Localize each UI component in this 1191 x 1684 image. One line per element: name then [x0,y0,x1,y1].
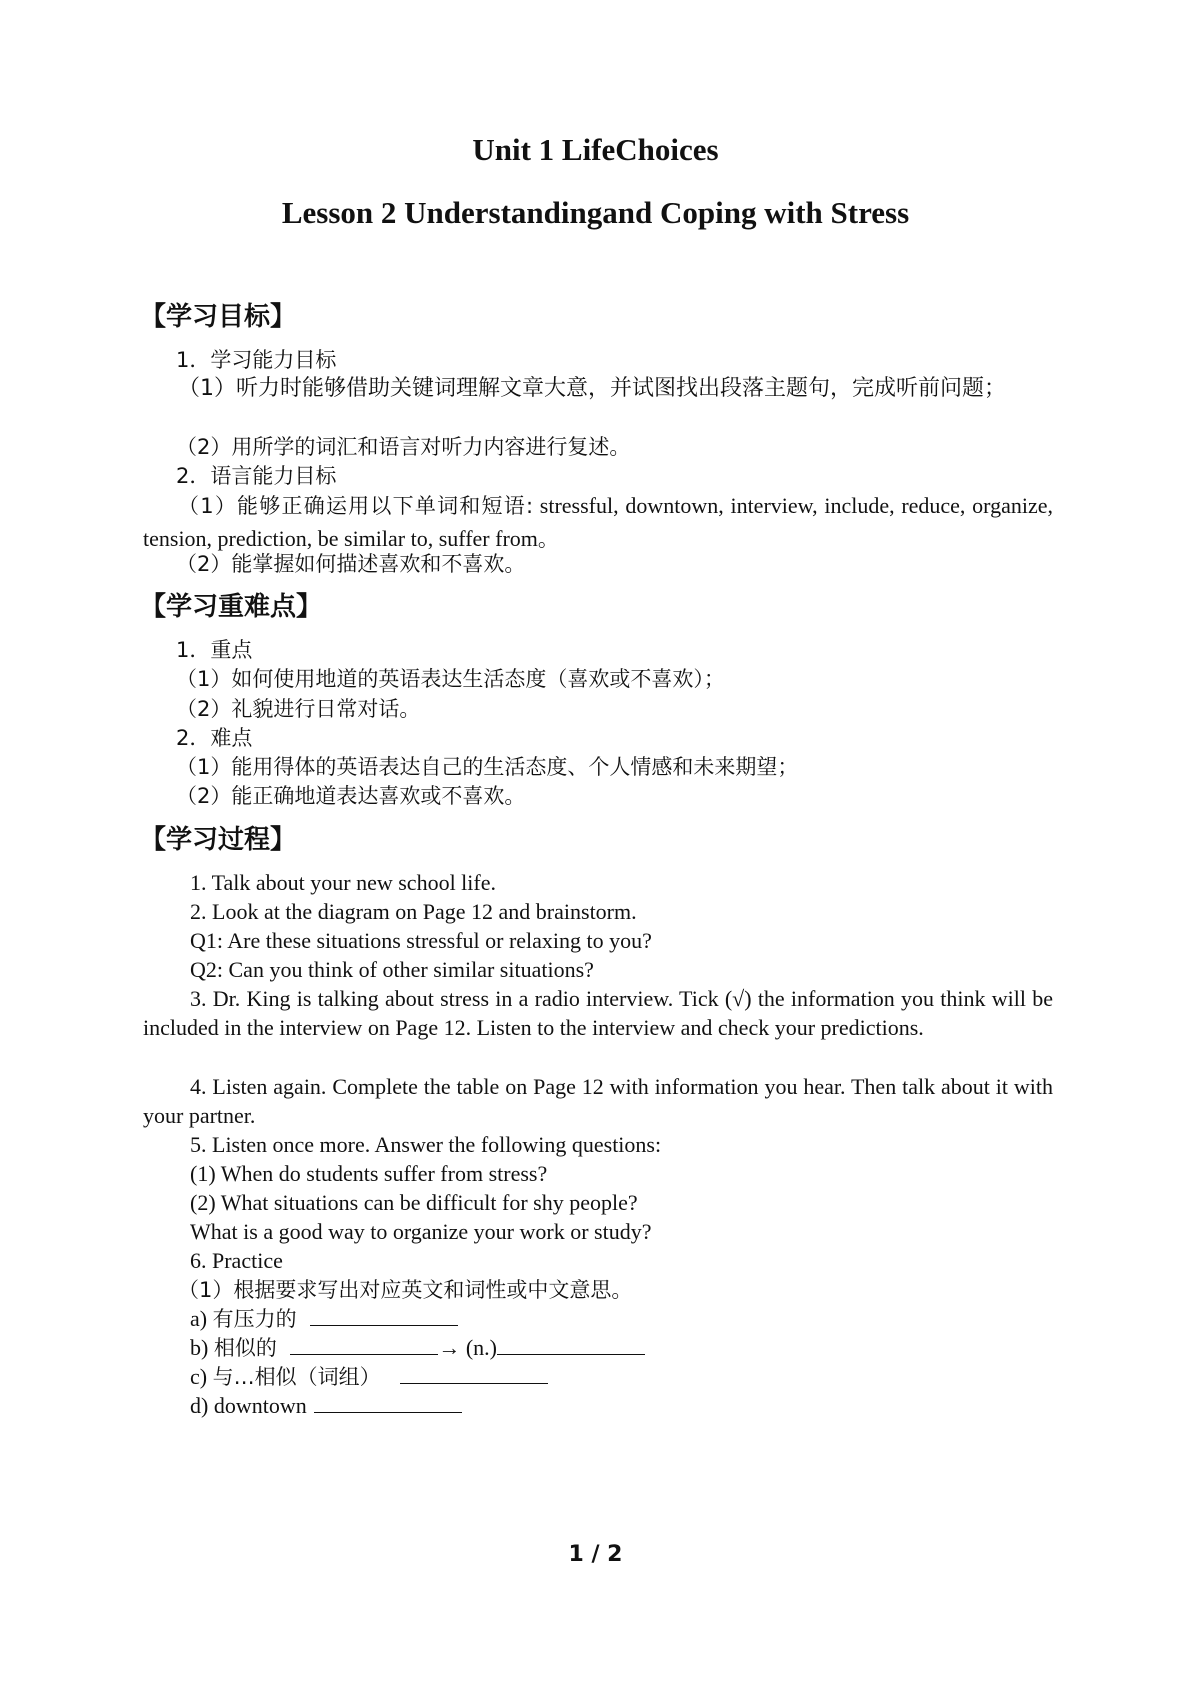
page-number: 1 / 2 [568,1542,623,1567]
keypoints-item-2: 2．难点 [176,726,253,750]
process-step-5-2: (2) What situations can be difficult for shy people? [190,1190,638,1215]
section-heading-process: 【学习过程】 [140,825,297,855]
process-step-2: 2. Look at the diagram on Page 12 and brainstorm. [190,899,637,924]
exercise-d-blank[interactable] [314,1392,462,1413]
exercise-a [190,1304,458,1334]
keypoints-item-1-2: （2）礼貌进行日常对话。 [176,697,421,721]
process-q2: Q2: Can you think of other similar situations? [190,957,594,982]
section-heading-keypoints: 【学习重难点】 [140,592,323,622]
process-step-6-1: （1）根据要求写出对应英文和词性或中文意思。 [178,1278,633,1302]
goals-item-1-1: （1）听力时能够借助关键词理解文章大意，并试图找出段落主题句，完成听前问题； [178,376,1006,401]
exercise-b-arrow: → (n.) [438,1335,497,1360]
process-step-6: 6. Practice [190,1248,283,1273]
document-title: Unit 1 LifeChoices [472,132,719,167]
section-heading-goals: 【学习目标】 [140,302,297,332]
exercise-b-label: b) [190,1335,214,1360]
goals-item-2-1-prefix: （1）能够正确运用以下单词和短语: [178,494,534,518]
keypoints-item-2-1: （1）能用得体的英语表达自己的生活态度、个人情感和未来期望； [176,755,799,779]
goals-item-1: 1．学习能力目标 [176,348,337,372]
process-step-1: 1. Talk about your new school life. [190,870,496,895]
exercise-c [190,1362,548,1392]
exercise-c-blank[interactable] [400,1363,548,1384]
goals-item-2: 2．语言能力目标 [176,464,337,488]
process-step-3: 3. Dr. King is talking about stress in a radio interview. Tick (√) the information you think will be included in the interview on Page 12. Listen to the interview and check your predictions. [143,986,1053,1041]
lesson-title: Lesson 2 Understandingand Coping with Stress [281,195,910,230]
process-q1: Q1: Are these situations stressful or relaxing to you? [190,928,652,953]
process-step-5-1: (1) When do students suffer from stress? [190,1161,548,1186]
exercise-a-blank[interactable] [310,1305,458,1326]
exercise-a-cn: 有压力的 [212,1307,297,1331]
exercise-c-label: c) [190,1364,213,1389]
process-step-5-3: What is a good way to organize your work or study? [190,1219,652,1244]
keypoints-item-2-2: （2）能正确地道表达喜欢或不喜欢。 [176,784,526,808]
goals-item-2-1-words: stressful, downtown, interview, include, reduce, organize, tension, prediction, be similar to, suffer from [143,493,1053,551]
goals-item-2-1-end: 。 [537,526,559,551]
goals-item-2-2: （2）能掌握如何描述喜欢和不喜欢。 [176,552,526,576]
goals-item-2-1 [143,490,1053,555]
process-step-5: 5. Listen once more. Answer the following questions: [190,1132,662,1157]
exercise-c-cn: 与…相似（词组） [212,1365,381,1389]
process-step-4: 4. Listen again. Complete the table on Page 12 with information you hear. Then talk about it with your partner. [143,1074,1053,1129]
exercise-d-label: d) downtown [190,1393,307,1418]
exercise-a-label: a) [190,1306,213,1331]
exercise-b-cn: 相似的 [213,1336,277,1360]
exercise-d [190,1391,462,1421]
keypoints-item-1: 1．重点 [176,638,253,662]
goals-item-1-2: （2）用所学的词汇和语言对听力内容进行复述。 [176,435,631,459]
exercise-b-blank-1[interactable] [290,1334,438,1355]
exercise-b [190,1333,645,1363]
exercise-b-blank-2[interactable] [497,1334,645,1355]
keypoints-item-1-1: （1）如何使用地道的英语表达生活态度（喜欢或不喜欢）； [176,667,725,691]
